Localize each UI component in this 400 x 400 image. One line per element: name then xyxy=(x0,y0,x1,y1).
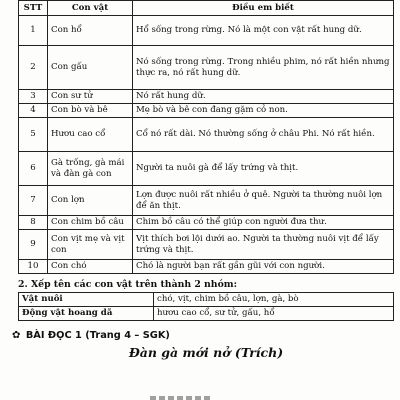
section-2-title: 2. Xếp tên các con vật trên thành 2 nhóm: xyxy=(18,279,238,290)
row-animal: Hươu cao cổ xyxy=(48,118,133,152)
row-stt: 4 xyxy=(19,104,48,118)
row-stt: 6 xyxy=(19,152,48,186)
flower-bullet-icon: ✿ xyxy=(12,330,21,341)
page-content xyxy=(12,0,394,360)
header-fact: Điều em biết xyxy=(133,1,394,16)
row-stt: 9 xyxy=(19,230,48,260)
row-animal: Con lợn xyxy=(48,186,133,216)
table-row xyxy=(19,90,394,104)
table-row xyxy=(19,46,394,90)
row-fact: Chim bồ câu có thể giúp con người đưa thư. xyxy=(133,216,394,230)
row-fact: Chó là người bạn rất gần gũi với con người. xyxy=(133,260,394,274)
animals-table xyxy=(18,0,394,274)
table-header-row xyxy=(19,1,394,16)
row-fact: Mẹ bò và bê con đang gặm cỏ non. xyxy=(133,104,394,118)
header-stt: STT xyxy=(19,1,48,16)
table-row xyxy=(19,216,394,230)
reading-heading: BÀI ĐỌC 1 (Trang 4 – SGK) xyxy=(25,330,170,341)
row-animal: Con vịt mẹ và vịt con xyxy=(48,230,133,260)
group-label: Động vật hoang dã xyxy=(19,307,154,321)
row-fact: Vịt thích bơi lội dưới ao. Người ta thường nuôi vịt để lấy trứng và thịt. xyxy=(133,230,394,260)
header-animal: Con vật xyxy=(48,1,133,16)
table-row xyxy=(19,230,394,260)
table-row xyxy=(19,104,394,118)
row-animal: Con hổ xyxy=(48,16,133,46)
row-animal: Con sư tử xyxy=(48,90,133,104)
row-stt: 3 xyxy=(19,90,48,104)
group-items: hươu cao cổ, sư tử, gấu, hổ xyxy=(154,307,394,321)
group-label: Vật nuôi xyxy=(19,293,154,307)
row-stt: 8 xyxy=(19,216,48,230)
row-fact: Cổ nó rất dài. Nó thường sống ở châu Phi. Nó rất hiền. xyxy=(133,118,394,152)
row-animal: Con chó xyxy=(48,260,133,274)
row-stt: 2 xyxy=(19,46,48,90)
reading-heading-line xyxy=(12,330,394,341)
poem-title: Đàn gà mới nở (Trích) xyxy=(128,345,284,360)
group-items: chó, vịt, chim bồ câu, lợn, gà, bò xyxy=(154,293,394,307)
group-row xyxy=(19,307,394,321)
row-animal: Gà trống, gà mái và đàn gà con xyxy=(48,152,133,186)
row-animal: Con chim bồ câu xyxy=(48,216,133,230)
cut-off-text-fragment xyxy=(150,396,210,400)
row-animal: Con gấu xyxy=(48,46,133,90)
row-stt: 7 xyxy=(19,186,48,216)
row-stt: 5 xyxy=(19,118,48,152)
row-fact: Lợn được nuôi rất nhiều ở quê. Người ta thường nuôi lợn để ăn thịt. xyxy=(133,186,394,216)
group-row xyxy=(19,293,394,307)
row-animal: Con bò và bê xyxy=(48,104,133,118)
table-row xyxy=(19,260,394,274)
row-stt: 10 xyxy=(19,260,48,274)
table-row xyxy=(19,16,394,46)
table-row xyxy=(19,118,394,152)
row-stt: 1 xyxy=(19,16,48,46)
row-fact: Nó sống trong rừng. Trong nhiều phim, nó rất hiền nhưng thực ra, nó rất hung dữ. xyxy=(133,46,394,90)
table-row xyxy=(19,152,394,186)
group-table xyxy=(18,292,394,321)
table-row xyxy=(19,186,394,216)
row-fact: Nó rất hung dữ. xyxy=(133,90,394,104)
row-fact: Người ta nuôi gà để lấy trứng và thịt. xyxy=(133,152,394,186)
row-fact: Hổ sống trong rừng. Nó là một con vật rất hung dữ. xyxy=(133,16,394,46)
